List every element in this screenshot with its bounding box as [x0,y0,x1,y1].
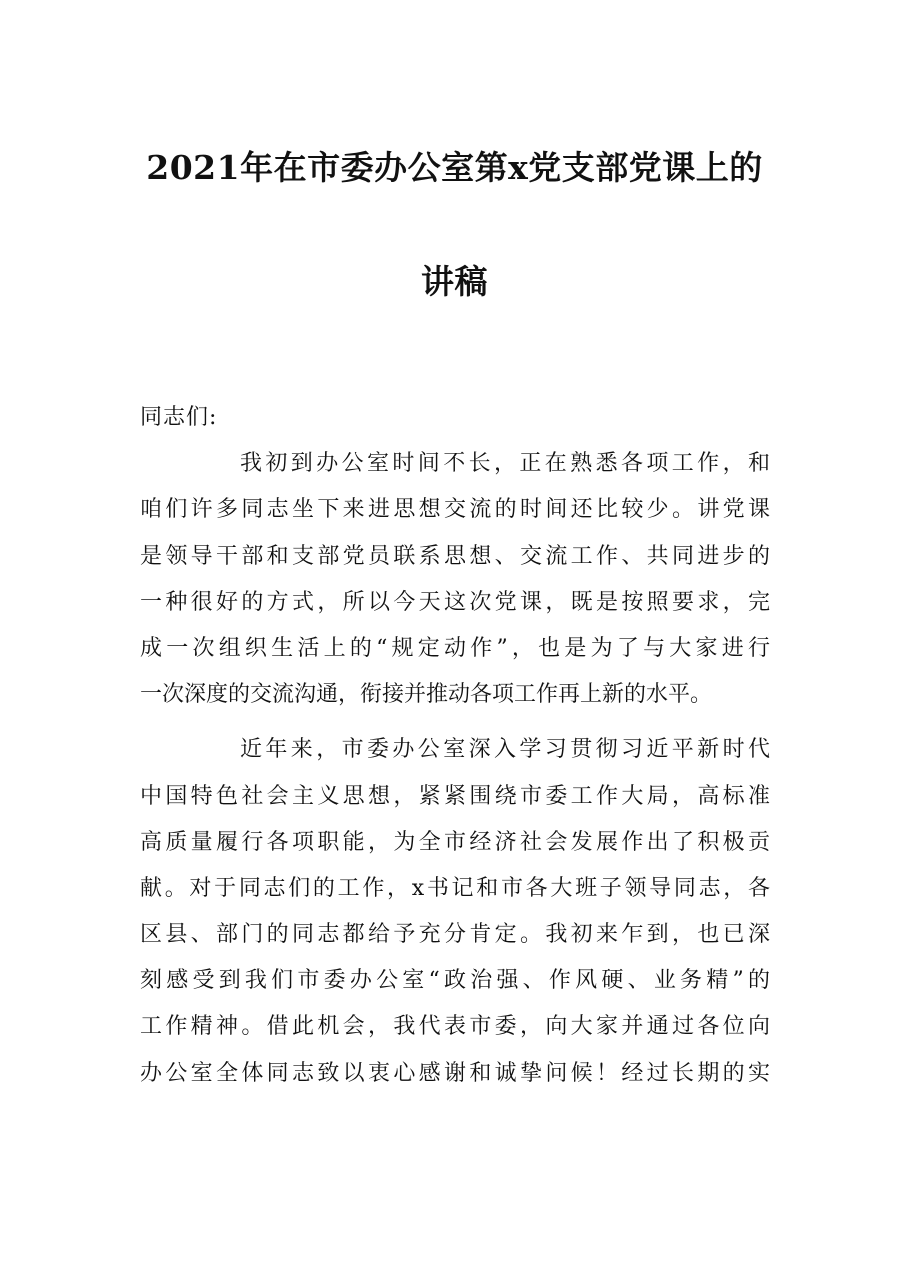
paragraph-line: 我初到办公室时间不长，正在熟悉各项工作，和 [240,451,770,477]
paragraph-line: 中国特色社会主义思想，紧紧围绕市委工作大局，高标准 [140,783,770,809]
paragraph-line: 成一次组织生活上的“规定动作”，也是为了与大家进行 [140,635,770,661]
salutation: 同志们: [140,405,218,430]
paragraph-line: 一种很好的方式，所以今天这次党课，既是按照要求，完 [140,589,770,615]
paragraph-line: 工作精神。借此机会，我代表市委，向大家并通过各位向 [140,1014,770,1040]
paragraph-line: 办公室全体同志致以衷心感谢和诚挚问候！经过长期的实 [140,1060,770,1086]
paragraph-line: 区县、部门的同志都给予充分肯定。我初来乍到，也已深 [140,922,770,948]
document-title-line-1: 2021年在市委办公室第x党支部党课上的 [146,148,763,187]
paragraph-line: 是领导干部和支部党员联系思想、交流工作、共同进步的 [140,543,770,569]
paragraph-line: 一次深度的交流沟通，衔接并推动各项工作再上新的水平。 [140,682,713,708]
paragraph-line: 近年来，市委办公室深入学习贯彻习近平新时代 [240,737,770,763]
paragraph-line: 高质量履行各项职能，为全市经济社会发展作出了积极贡 [140,829,770,855]
paragraph-2 [140,727,770,1097]
paragraph-line: 咱们许多同志坐下来进思想交流的时间还比较少。讲党课 [140,497,770,523]
paragraph-line: 刻感受到我们市委办公室“政治强、作风硬、业务精”的 [140,968,770,994]
paragraph-1 [140,441,770,718]
document-body [140,395,770,1097]
document-title-line-2: 讲稿 [421,262,488,301]
paragraph-line: 献。对于同志们的工作，x书记和市各大班子领导同志，各 [140,875,770,901]
